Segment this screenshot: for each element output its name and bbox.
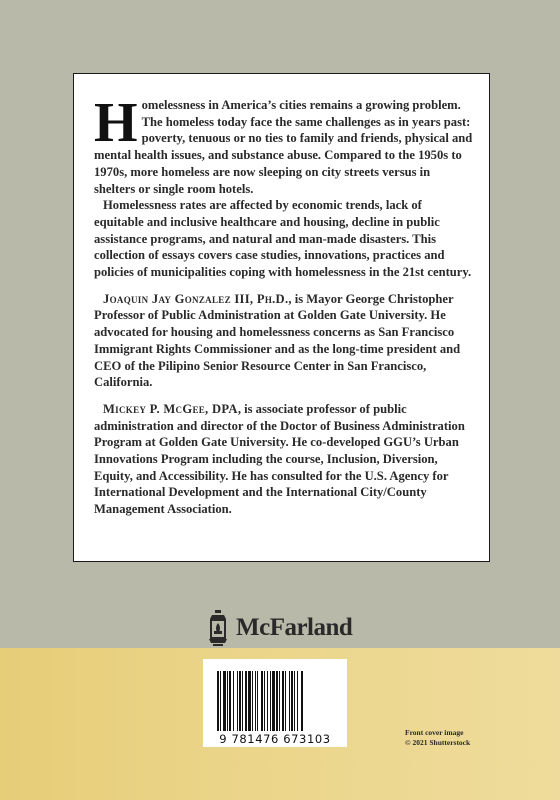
lantern-logo-icon [205,609,231,647]
author-bio-2-text: , is associate professor of public administration and director of the Doctor of Business Administration Program at Golden Gate University. He co-developed GGU’s Urban Innovations Program including the course, Inclusion, Diversion, Equity, and Accessibility. He has consulted for the U.S. Agency for International Development and the International City/County Management Association. [94,401,465,517]
credit-line-1: Front cover image [405,728,464,737]
author-bio-1-text: , is Mayor George Christopher Professor of Public Administration at Golden Gate University. He advocated for housing and homelessness concerns as San Francisco Immigrant Rights Commissioner and as the long-time president and CEO of the Pilipino Senior Resource Center in San Francisco, California. [94,291,461,390]
barcode [217,671,333,731]
credit-line-2: © 2021 Shutterstock [405,738,471,747]
barcode-area [203,659,347,747]
blurb-paragraph-2: Homelessness rates are affected by economic trends, lack of equitable and inclusive healthcare and housing, decline in public assistance programs, and natural and man-made disasters. This collection of essays covers case studies, innovations, practices and policies of municipalities coping with homelessness in the 21st century. [94,198,472,280]
blurb-paragraph-1 [94,92,473,197]
publisher-name: McFarland [236,614,353,641]
cover-image-credit [405,728,470,748]
blurb-paragraph-1-text: omelessness in America’s cities remains a growing problem. The homeless today face the same challenges as in years past: poverty, tenuous or no ties to family and friends, physical and mental health issues, and substance abuse. Compared to the 1950s to 1970s, more homeless are now sleeping on city streets versus in shelters or single room hotels. [94,98,473,196]
isbn-number: 9 781476 673103 [219,732,331,746]
back-cover-text-box [73,73,490,562]
publisher-logo [205,608,352,648]
author-bio-1 [94,291,473,391]
author-bio-2 [94,401,473,518]
drop-cap: H [94,92,138,154]
author-name-2: Mickey P. McGee, DPA [103,401,238,416]
author-name-1: Joaquin Jay Gonzalez III, Ph.D. [103,291,289,306]
